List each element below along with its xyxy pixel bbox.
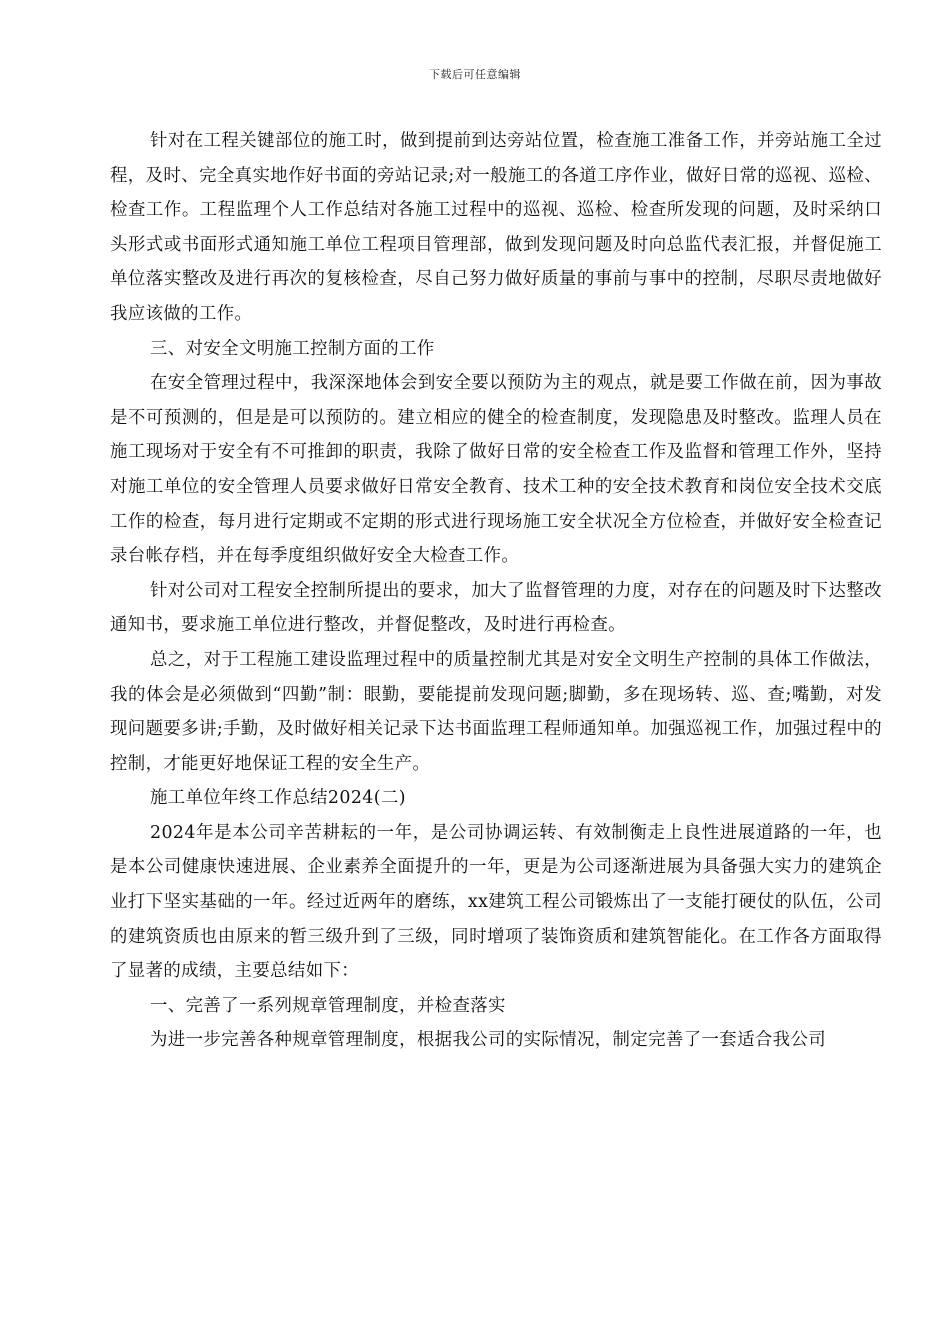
paragraph-safety-management: 在安全管理过程中，我深深地体会到安全要以预防为主的观点，就是要工作做在前，因为事故是不可预测的，但是是可以预防的。建立相应的健全的检查制度，发现隐患及时整改。监理人员在施工现场对于安全有不可推卸的职责，我除了做好日常的安全检查工作及监督和管理工作外，坚持对施工单位的安全管理人员要求做好日常安全教育、技术工种的安全技术教育和岗位安全技术交底工作的检查，每月进行定期或不定期的形式进行现场施工安全状况全方位检查，并做好安全检查记录台帐存档，并在每季度组织做好安全大检查工作。 — [110, 373, 882, 567]
page-header-note: 下载后可任意编辑 — [429, 68, 521, 81]
paragraph-conclusion: 总之，对于工程施工建设监理过程中的质量控制尤其是对安全文明生产控制的具体工作做法，我的体会是必须做到“四勤”制：眼勤，要能提前发现问题;脚勤，多在现场转、巡、查;嘴勤，对发现问题要多讲;手勤，及时做好相关记录下达书面监理工程师通知单。加强巡视工作，加强过程中的控制，才能更好地保证工程的安全生产。 — [110, 649, 882, 774]
paragraph-safety-requirements: 针对公司对工程安全控制所提出的要求，加大了监督管理的力度，对存在的问题及时下达整改通知书，要求施工单位进行整改，并督促整改，及时进行再检查。 — [110, 580, 882, 636]
paragraph-annual-overview: 2024年是本公司辛苦耕耘的一年，是公司协调运转、有效制衡走上良性进展道路的一年，也是本公司健康快速进展、企业素养全面提升的一年，更是为公司逐渐进展为具备强大实力的建筑企业打下坚实基础的一年。经过近两年的磨练，xx建筑工程公司锻炼出了一支能打硬仗的队伍，公司的建筑资质也由原来的暂三级升到了三级，同时增项了装饰资质和建筑智能化。在工作各方面取得了显著的成绩，主要总结如下： — [110, 822, 882, 982]
section-heading-safety: 三、对安全文明施工控制方面的工作 — [150, 338, 435, 359]
section-heading-annual-summary: 施工单位年终工作总结2024(二) — [150, 788, 406, 809]
document-body — [110, 124, 882, 1058]
paragraph-regulations: 为进一步完善各种规章管理制度，根据我公司的实际情况，制定完善了一套适合我公司 — [150, 1030, 827, 1051]
paragraph-supervision-inspection: 针对在工程关键部位的施工时，做到提前到达旁站位置，检查施工准备工作，并旁站施工全过程，及时、完全真实地作好书面的旁站记录;对一般施工的各道工序作业，做好日常的巡视、巡检、检查工作。工程监理个人工作总结对各施工过程中的巡视、巡检、检查所发现的问题，及时采纳口头形式或书面形式通知施工单位工程项目管理部，做到发现问题及时向总监代表汇报，并督促施工单位落实整改及进行再次的复核检查，尽自己努力做好质量的事前与事中的控制，尽职尽责地做好我应该做的工作。 — [110, 131, 882, 324]
section-heading-regulations: 一、完善了一系列规章管理制度，并检查落实 — [150, 995, 506, 1016]
